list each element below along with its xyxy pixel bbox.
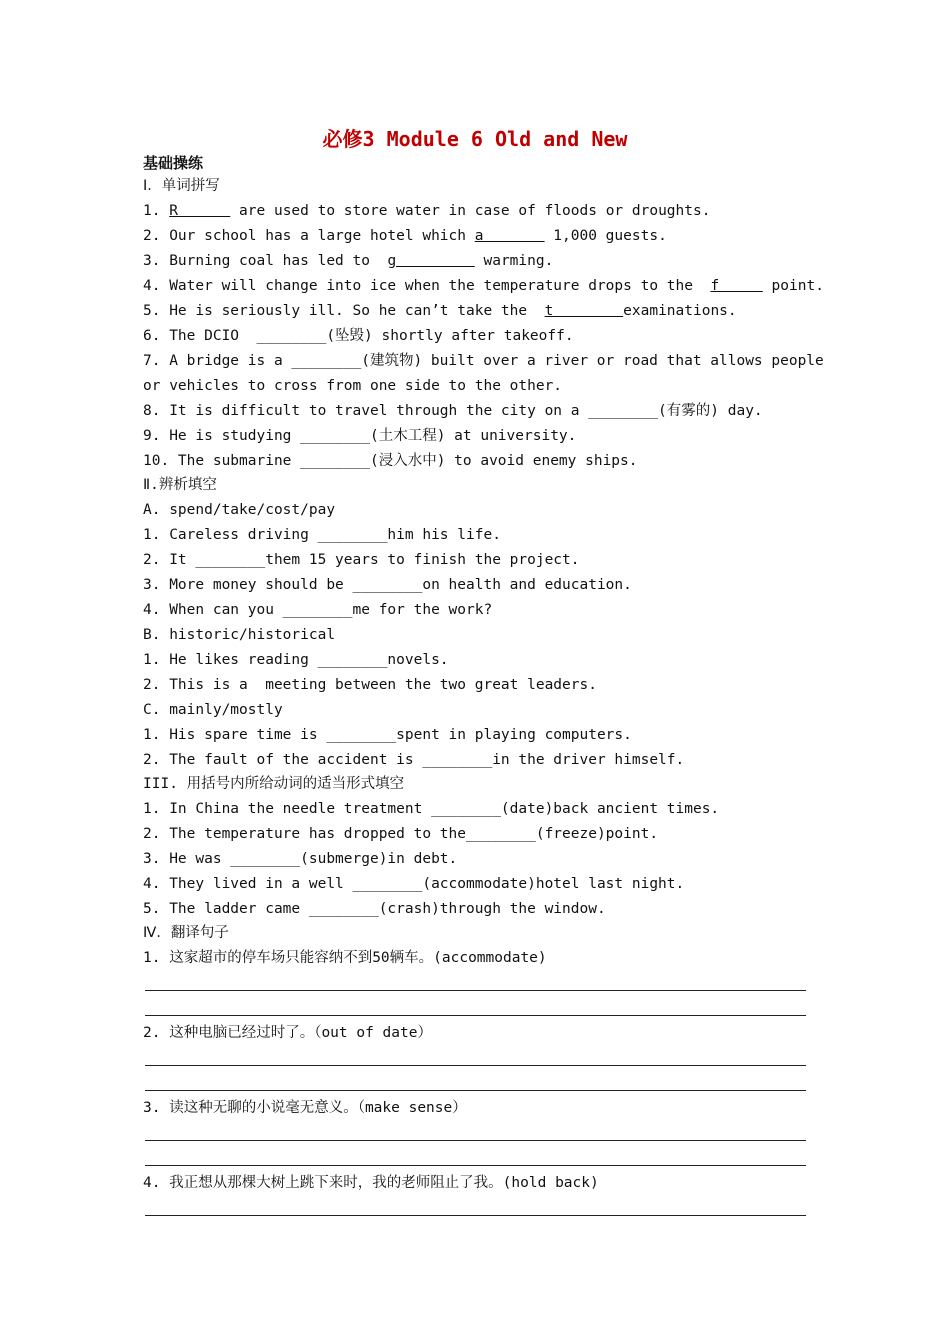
answer-line <box>145 990 806 991</box>
section-1-header: Ⅰ．单词拼写 <box>143 178 220 194</box>
s2-a-question-2: 2. It ________them 15 years to finish the project. <box>143 552 580 568</box>
s2-a-question-1: 1. Careless driving ________him his life. <box>143 527 501 543</box>
s1-question-1: 1. R are used to store water in case of floods or droughts. <box>143 203 711 219</box>
s2-c-question-1: 1. His spare time is ________spent in playing computers. <box>143 727 632 743</box>
answer-blank: f <box>710 278 763 294</box>
s3-question-1: 1. In China the needle treatment ________(date)back ancient times. <box>143 801 720 817</box>
answer-line <box>145 1215 806 1216</box>
answer-blank: t <box>544 303 624 319</box>
s2-group-c-header: C. mainly/mostly <box>143 702 283 718</box>
s1-question-7: 7. A bridge is a ________(建筑物) built over a river or road that allows people <box>143 353 824 369</box>
page-title: 必修3 Module 6 Old and New <box>322 127 628 151</box>
section-label: 基础操练 <box>143 154 204 172</box>
s4-question-3: 3. 读这种无聊的小说毫无意义。（make sense） <box>143 1100 467 1116</box>
section-2-header: Ⅱ.辨析填空 <box>143 477 217 493</box>
s2-b-question-1: 1. He likes reading ________novels. <box>143 652 449 668</box>
s3-question-4: 4. They lived in a well ________(accommodate)hotel last night. <box>143 876 685 892</box>
answer-line <box>145 1065 806 1066</box>
section-4-header: Ⅳ．翻译句子 <box>143 925 229 941</box>
s3-question-3: 3. He was ________(submerge)in debt. <box>143 851 458 867</box>
s1-question-2: 2. Our school has a large hotel which a 1,000 guests. <box>143 228 667 244</box>
s2-a-question-4: 4. When can you ________me for the work? <box>143 602 493 618</box>
section-3-header: III. 用括号内所给动词的适当形式填空 <box>143 776 405 792</box>
s1-question-6: 6. The DCIO ________(坠毁) shortly after takeoff. <box>143 328 574 344</box>
s3-question-2: 2. The temperature has dropped to the________(freeze)point. <box>143 826 659 842</box>
s1-question-8: 8. It is difficult to travel through the city on a ________(有雾的) day. <box>143 403 763 419</box>
answer-blank: g <box>387 253 475 269</box>
s2-group-b-header: B. historic/historical <box>143 627 336 643</box>
answer-line <box>145 1015 806 1016</box>
s4-question-1: 1. 这家超市的停车场只能容纳不到50辆车。(accommodate) <box>143 950 547 966</box>
s1-question-7-cont: or vehicles to cross from one side to the other. <box>143 378 563 394</box>
answer-line <box>145 1090 806 1091</box>
answer-line <box>145 1140 806 1141</box>
s4-question-2: 2. 这种电脑已经过时了。（out of date） <box>143 1025 432 1041</box>
s1-question-3: 3. Burning coal has led to g warming. <box>143 253 554 269</box>
s1-question-4: 4. Water will change into ice when the temperature drops to the f point. <box>143 278 824 294</box>
s1-question-5: 5. He is seriously ill. So he can’t take the t examinations. <box>143 303 737 319</box>
s2-c-question-2: 2. The fault of the accident is ________in the driver himself. <box>143 752 685 768</box>
answer-line <box>145 1165 806 1166</box>
s2-b-question-2: 2. This is a meeting between the two great leaders. <box>143 677 597 693</box>
s3-question-5: 5. The ladder came ________(crash)through the window. <box>143 901 606 917</box>
answer-blank: R <box>169 203 231 219</box>
s2-group-a-header: A. spend/take/cost/pay <box>143 502 336 518</box>
answer-blank: a <box>474 228 545 244</box>
s2-a-question-3: 3. More money should be ________on health and education. <box>143 577 632 593</box>
s4-question-4: 4. 我正想从那棵大树上跳下来时，我的老师阻止了我。(hold back) <box>143 1175 599 1191</box>
s1-question-10: 10. The submarine ________(浸入水中) to avoid enemy ships. <box>143 453 638 469</box>
s1-question-9: 9. He is studying ________(土木工程) at university. <box>143 428 577 444</box>
